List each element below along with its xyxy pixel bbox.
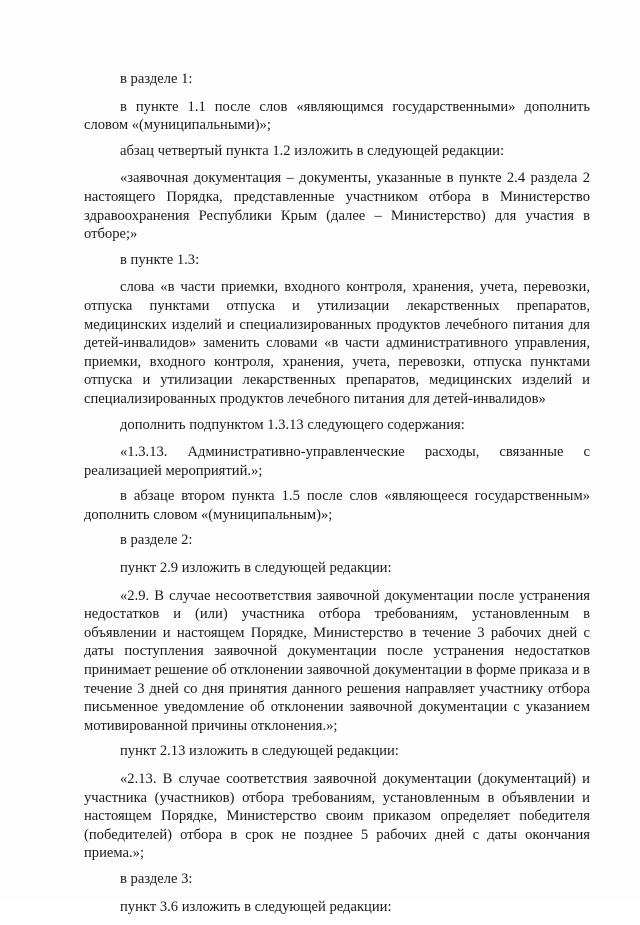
paragraph: в разделе 3: bbox=[120, 870, 193, 887]
paragraph: в разделе 2: bbox=[120, 532, 193, 549]
document-body bbox=[84, 70, 590, 925]
paragraph: абзац четвертый пункта 1.2 изложить в следующей редакции: bbox=[120, 142, 505, 159]
paragraph: «2.9. В случае несоответствия заявочной документации после устранения недостатков и (или) участника отбора требованиям, установленным в объявлении и настоящем Порядке, Министерство в течение 3 рабочих дней с даты поступления заявочной документации после устранения недостатков принимает решение об отклонении заявочной документации в форме приказа и в течение 3 дней со дня принятия данного решения направляет участнику отбора письменное уведомление об отклонении заявочной документации с указанием мотивированной причины отклонения.»; bbox=[84, 587, 590, 734]
paragraph: в абзаце втором пункта 1.5 после слов «являющееся государственным» дополнить словом «(муниципальным)»; bbox=[84, 488, 590, 523]
paragraph: в пункте 1.3: bbox=[120, 251, 200, 268]
paragraph: слова «в части приемки, входного контроля, хранения, учета, перевозки, отпуска пунктами отпуска и утилизации лекарственных препаратов, медицинских изделий и специализированных продуктов лечебного питания для детей-инвалидов» заменить словами «в части административного управления, приемки, входного контроля, хранения, учета, перевозки, отпуска пунктами отпуска и утилизации лекарственных препаратов, медицинских изделий и специализированных продуктов лечебного питания для детей-инвалидов» bbox=[84, 279, 590, 407]
paragraph: пункт 2.9 изложить в следующей редакции: bbox=[120, 560, 392, 577]
paragraph: «заявочная документация – документы, указанные в пункте 2.4 раздела 2 настоящего Порядка, представленные участником отбора в Министерство здравоохранения Республики Крым (далее – Министерство) для участия в отборе;» bbox=[84, 170, 590, 243]
paragraph: в пункте 1.1 после слов «являющимся государственными» дополнить словом «(муниципальными)»; bbox=[84, 98, 590, 134]
paragraph: «2.13. В случае соответствия заявочной документации (документаций) и участника (участников) отбора требованиям, установленным в объявлении и настоящем Порядке, Министерство своим приказом определяет победителя (победителей) отбора в срок не позднее 5 рабочих дней с даты окончания приема.»; bbox=[84, 771, 590, 862]
paragraph: в разделе 1: bbox=[120, 71, 193, 87]
paragraph: дополнить подпунктом 1.3.13 следующего содержания: bbox=[120, 416, 465, 433]
paragraph: пункт 2.13 изложить в следующей редакции: bbox=[120, 743, 399, 760]
paragraph: пункт 3.6 изложить в следующей редакции: bbox=[120, 898, 392, 915]
paragraph: «1.3.13. Административно-управленческие расходы, связанные с реализацией мероприятий.»; bbox=[84, 444, 590, 479]
